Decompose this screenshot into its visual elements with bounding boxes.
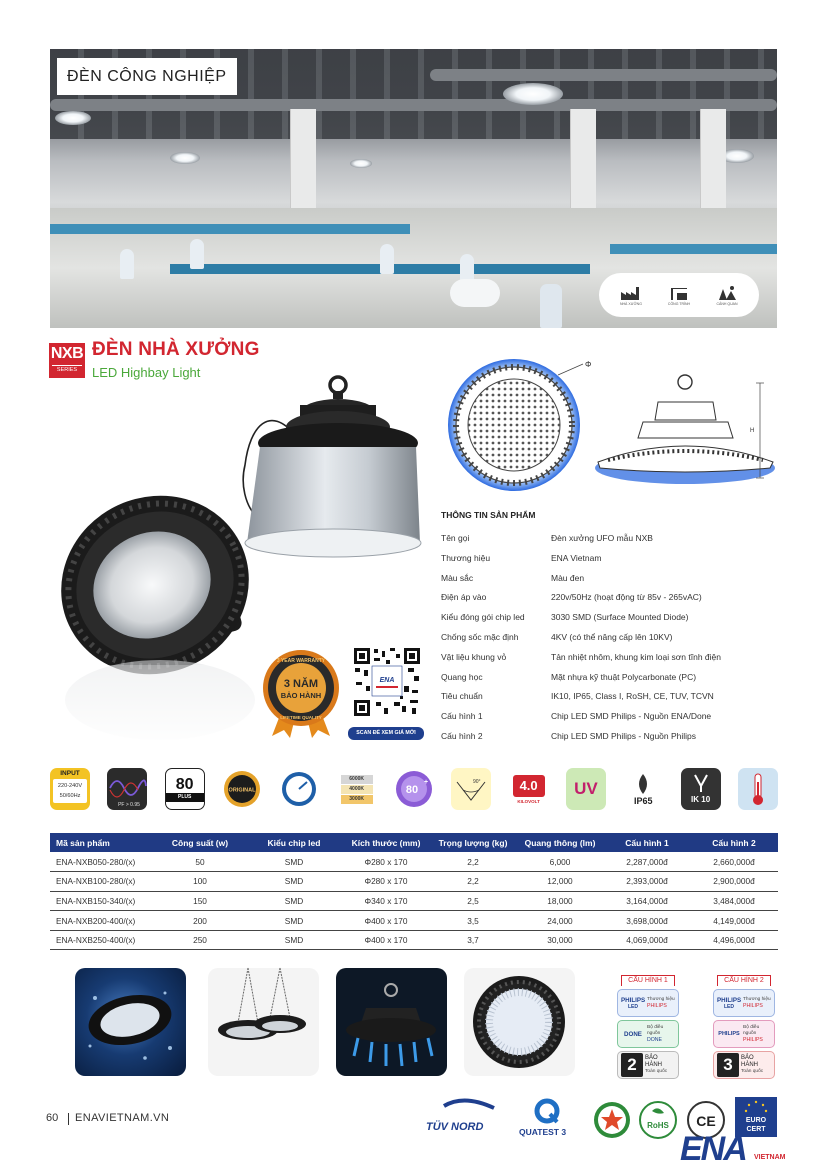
table-row	[50, 911, 778, 931]
chip-label: LED	[628, 1003, 638, 1010]
config-chip	[713, 989, 775, 1017]
cri-icon	[394, 768, 434, 810]
driver-brand-name: DONE	[647, 1036, 662, 1043]
feature-icons	[50, 768, 778, 810]
warranty-bottom: LIFETIME QUALITY	[280, 715, 322, 720]
beam-angle-icon	[451, 768, 491, 810]
cell-model: ENA-NXB150-340/(x)	[50, 891, 154, 911]
rohs-text: RoHS	[647, 1121, 669, 1130]
column-header: Mã sản phẩm	[50, 833, 154, 852]
spec-value: Màu đen	[551, 572, 585, 583]
spec-row	[441, 529, 781, 549]
ik10-icon	[681, 768, 721, 810]
application-construction	[668, 285, 690, 306]
plus-text: PLUS	[166, 793, 204, 802]
spec-row	[441, 687, 781, 707]
cell-model: ENA-NXB050-280/(x)	[50, 852, 154, 872]
cell-price-1: 3,164,000đ	[604, 891, 690, 911]
cell-weight: 3,7	[430, 930, 516, 950]
cell-price-1: 2,393,000đ	[604, 872, 690, 892]
qr-scan-label: SCAN ĐỂ XEM GIÁ MỚI	[348, 727, 424, 740]
cell-price-2: 4,149,000đ	[690, 911, 778, 931]
column-header: Kích thước (mm)	[342, 833, 430, 852]
spec-row	[441, 668, 781, 688]
spec-row	[441, 648, 781, 668]
thumb-heat-dissipation	[336, 968, 447, 1076]
cell-price-1: 3,698,000đ	[604, 911, 690, 931]
chip-brand: PHILIPS	[717, 996, 742, 1004]
website-link[interactable]: ENAVIETNAM.VN	[75, 1112, 170, 1124]
warranty-text: BẢO HÀNH	[741, 1055, 759, 1068]
cell-weight: 2,5	[430, 891, 516, 911]
config-title: CẤU HÌNH 2	[717, 975, 771, 986]
chip-desc: Thương hiệu	[647, 996, 675, 1002]
chip-brand-name: PHILIPS	[743, 1002, 763, 1009]
thumb-led-face	[464, 968, 575, 1076]
beam-label: 90°	[473, 779, 481, 785]
warranty-seal	[260, 648, 342, 738]
color-temperature-icon	[337, 768, 377, 810]
thumb-hanging	[208, 968, 319, 1076]
thumb-waterproof	[75, 968, 186, 1076]
spec-key: Tiêu chuẩn	[441, 691, 483, 702]
factory-icon	[620, 285, 642, 301]
spec-value: Chip LED SMD Philips - Nguồn Philips	[551, 730, 697, 741]
spec-value: 220v/50Hz (hoạt động từ 85v - 265vAC)	[551, 592, 702, 603]
config-driver	[713, 1020, 775, 1048]
config-chip	[617, 989, 679, 1017]
driver-brand: DONE	[624, 1030, 642, 1038]
chip-brand-name: PHILIPS	[647, 1002, 667, 1009]
ip-label: IP65	[634, 796, 653, 806]
column-header: Trọng lượng (kg)	[430, 833, 516, 852]
spec-value: Đèn xưởng UFO mẫu NXB	[551, 533, 653, 543]
ena-text: ENA	[680, 1130, 746, 1168]
column-header: Cấu hình 1	[604, 833, 690, 852]
cell-chip: SMD	[246, 911, 342, 931]
k4000-label: 4000K	[341, 785, 373, 794]
page-number: 60	[46, 1112, 59, 1124]
cell-size: Φ280 x 170	[342, 852, 430, 872]
cell-chip: SMD	[246, 852, 342, 872]
spec-row	[441, 608, 781, 628]
ceiling-lamp	[170, 152, 200, 164]
landscape-icon	[716, 285, 738, 301]
temperature-icon	[738, 768, 778, 810]
cell-price-1: 2,287,000đ	[604, 852, 690, 872]
warehouse-icon	[668, 285, 690, 301]
spec-value: Tản nhiệt nhôm, khung kim loại sơn tĩnh điện	[551, 651, 722, 662]
cell-weight: 2,2	[430, 852, 516, 872]
worker	[540, 284, 562, 328]
quatest-logo	[517, 1098, 585, 1140]
driver-desc: Bộ điều nguồn	[743, 1024, 760, 1036]
tuv-nord-logo	[424, 1098, 504, 1138]
specs-title: THÔNG TIN SẢN PHẨM	[441, 510, 536, 520]
power-factor-icon	[107, 768, 147, 810]
ena-brand-logo	[680, 1128, 786, 1168]
efficiency-meter-icon	[279, 768, 319, 810]
spec-value: Mặt nhựa kỹ thuật Polycarbonate (PC)	[551, 671, 697, 682]
ce-text: CE	[696, 1113, 716, 1129]
cell-lumen: 24,000	[516, 911, 604, 931]
dimension-drawing	[448, 350, 778, 505]
spec-value: IK10, IP65, Class I, RoSH, CE, TUV, TCVN	[551, 691, 714, 702]
spec-row	[441, 569, 781, 589]
driver-brand: PHILIPS	[718, 1031, 740, 1037]
spec-row	[441, 549, 781, 569]
qr-code[interactable]	[352, 646, 422, 718]
uv-protection-icon	[566, 768, 606, 810]
cell-weight: 2,2	[430, 872, 516, 892]
spec-value: 4KV (có thể nâng cấp lên 10KV)	[551, 631, 673, 642]
driver-desc: Bộ điều nguồn	[647, 1024, 664, 1036]
chip-desc: Thương hiệu	[743, 996, 771, 1002]
warranty-scope: Toàn quốc	[741, 1069, 764, 1074]
cri-value: 80	[405, 784, 419, 796]
series-tag: SERIES	[52, 365, 82, 374]
kv-value: 4.0	[513, 775, 545, 797]
k6000-label: 6000K	[341, 775, 373, 784]
diameter-label: Φ	[585, 360, 592, 369]
80-plus-icon	[165, 768, 205, 810]
spec-row	[441, 588, 781, 608]
config-driver	[617, 1020, 679, 1048]
column-header: Cấu hình 2	[690, 833, 778, 852]
spec-value: ENA Vietnam	[551, 552, 602, 563]
ik-label: IK 10	[691, 795, 711, 804]
application-landscape	[716, 285, 738, 306]
qr-logo: ENA	[379, 677, 395, 684]
worker	[380, 244, 394, 274]
warranty-main: 3 NĂM	[283, 678, 319, 690]
cell-lumen: 30,000	[516, 930, 604, 950]
product-specs	[441, 510, 781, 747]
spec-key: Chống sốc mặc định	[441, 631, 519, 642]
table-header-row	[50, 833, 778, 852]
chip-label: LED	[724, 1003, 734, 1010]
cell-power: 150	[154, 891, 246, 911]
ip65-icon	[623, 768, 663, 810]
warranty-top: 3 YEAR WARRANTY	[276, 658, 326, 664]
work-bench	[50, 224, 410, 234]
cell-power: 200	[154, 911, 246, 931]
pf-label: PF > 0.95	[118, 802, 141, 808]
height-label: H	[750, 428, 755, 434]
hero-title: ĐÈN CÔNG NGHIỆP	[57, 58, 237, 95]
cell-power: 50	[154, 852, 246, 872]
application-label: NHÀ XƯỞNG	[620, 301, 642, 306]
rohs-logo	[638, 1101, 678, 1139]
spec-key: Thương hiệu	[441, 552, 491, 563]
spec-key: Cấu hình 2	[441, 730, 483, 741]
spec-key: Kiểu đóng gói chip led	[441, 612, 525, 623]
cell-power: 100	[154, 872, 246, 892]
spec-key: Màu sắc	[441, 572, 474, 583]
cell-price-2: 2,660,000đ	[690, 852, 778, 872]
svg-text:+: +	[423, 779, 429, 786]
application-label: CẢNH QUAN	[716, 301, 738, 306]
input-voltage: 220-240V	[57, 783, 83, 789]
ceiling-duct	[430, 69, 777, 81]
cell-weight: 3,5	[430, 911, 516, 931]
column-header: Kiểu chip led	[246, 833, 342, 852]
series-title: ĐÈN NHÀ XƯỞNG	[92, 339, 260, 360]
surge-protection-icon	[509, 768, 549, 810]
k3000-label: 3000K	[341, 795, 373, 804]
ceiling-lamp	[503, 83, 563, 105]
ceiling-lamp	[350, 159, 372, 168]
warranty-scope: Toàn quốc	[645, 1069, 668, 1074]
series-subtitle: LED Highbay Light	[92, 365, 201, 380]
spec-key: Điện áp vào	[441, 592, 487, 603]
work-bench	[610, 244, 777, 254]
worker	[190, 239, 204, 269]
table-row	[50, 891, 778, 911]
cert-text: CERT	[746, 1126, 766, 1133]
config-warranty	[617, 1051, 679, 1079]
warranty-sub: BẢO HÀNH	[280, 691, 322, 700]
cell-model: ENA-NXB250-400/(x)	[50, 930, 154, 950]
column-header: Quang thông (lm)	[516, 833, 604, 852]
spec-row	[441, 727, 781, 747]
cell-price-2: 4,496,000đ	[690, 930, 778, 950]
cell-chip: SMD	[246, 872, 342, 892]
cell-size: Φ340 x 170	[342, 891, 430, 911]
input-title: INPUT	[60, 770, 80, 777]
spec-row	[441, 707, 781, 727]
original-icon	[222, 768, 262, 810]
config-title: CẤU HÌNH 1	[621, 975, 675, 986]
cell-price-2: 3,484,000đ	[690, 891, 778, 911]
table-row	[50, 852, 778, 872]
cell-power: 250	[154, 930, 246, 950]
column-header: Công suất (w)	[154, 833, 246, 852]
warranty-text: BẢO HÀNH	[645, 1055, 663, 1068]
spec-key: Cấu hình 1	[441, 711, 483, 722]
table-row	[50, 872, 778, 892]
ceiling-lamp	[55, 111, 91, 125]
cell-size: Φ280 x 170	[342, 872, 430, 892]
driver-brand-name: PHILIPS	[743, 1036, 763, 1043]
cell-model: ENA-NXB200-400/(x)	[50, 911, 154, 931]
cell-price-1: 4,069,000đ	[604, 930, 690, 950]
config-1	[617, 975, 679, 1079]
cell-chip: SMD	[246, 891, 342, 911]
plus-num: 80	[175, 776, 194, 793]
cell-lumen: 18,000	[516, 891, 604, 911]
ena-sub-text: VIETNAM	[754, 1154, 786, 1161]
table-row	[50, 930, 778, 950]
ceiling-duct	[50, 99, 777, 111]
cell-model: ENA-NXB100-280/(x)	[50, 872, 154, 892]
application-label: CÔNG TRÌNH	[667, 301, 691, 306]
warranty-years: 3	[717, 1053, 739, 1077]
worker	[120, 249, 134, 279]
spec-row	[441, 628, 781, 648]
cell-chip: SMD	[246, 930, 342, 950]
original-label: ORIGINAL	[228, 787, 256, 794]
cell-lumen: 6,000	[516, 852, 604, 872]
config-warranty	[713, 1051, 775, 1079]
spec-key: Quang học	[441, 671, 483, 682]
uv-label: UV	[574, 779, 598, 798]
kv-unit: KILOVOLT	[517, 798, 540, 804]
spec-key: Vật liệu khung vỏ	[441, 651, 507, 662]
warranty-years: 2	[621, 1053, 643, 1077]
spec-key: Tên gọi	[441, 533, 470, 543]
tuv-text: TÜV NORD	[426, 1121, 484, 1133]
input-voltage-icon	[50, 768, 90, 810]
cell-price-2: 2,900,000đ	[690, 872, 778, 892]
config-2	[713, 975, 775, 1079]
cell-lumen: 12,000	[516, 872, 604, 892]
price-table	[50, 833, 778, 950]
quality-star-logo	[592, 1101, 632, 1139]
series-code: NXB	[50, 345, 84, 362]
application-icons	[599, 273, 759, 317]
input-frequency: 50/60Hz	[59, 793, 81, 799]
cell-size: Φ400 x 170	[342, 911, 430, 931]
quatest-text: QUATEST 3	[519, 1127, 567, 1137]
cell-size: Φ400 x 170	[342, 930, 430, 950]
spec-value: Chip LED SMD Philips - Nguồn ENA/Done	[551, 711, 712, 722]
packaging-roll	[450, 279, 500, 307]
spec-value: 3030 SMD (Surface Mounted Diode)	[551, 612, 689, 623]
chip-brand: PHILIPS	[621, 996, 646, 1004]
euro-text: EURO	[745, 1117, 767, 1124]
application-factory	[620, 285, 642, 306]
